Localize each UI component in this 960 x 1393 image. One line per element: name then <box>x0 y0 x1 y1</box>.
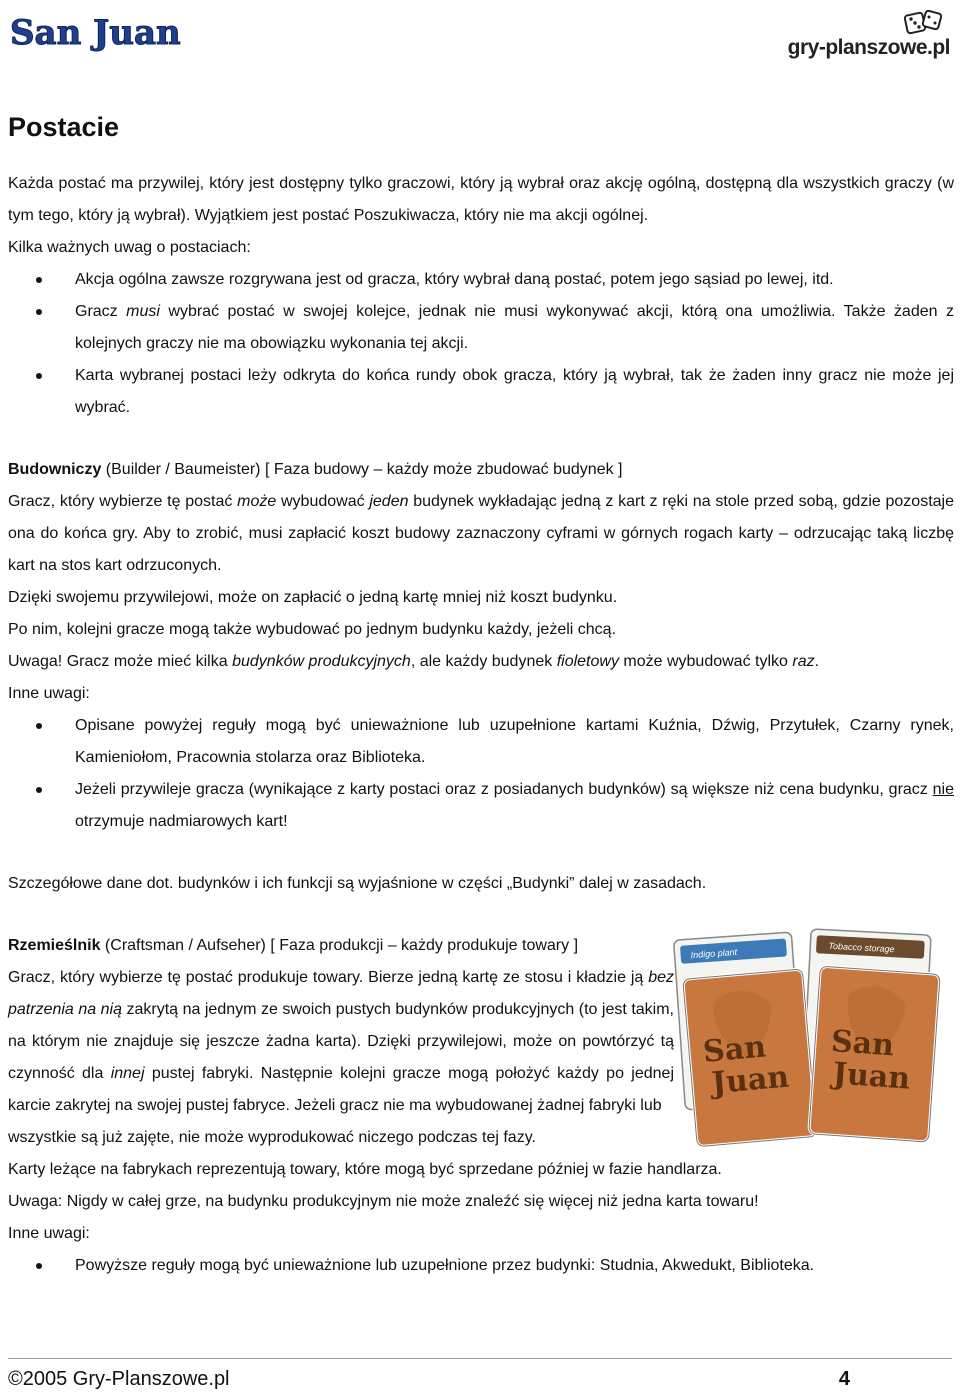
page-header <box>0 0 960 70</box>
san-juan-logo <box>8 6 181 61</box>
list-item: Gracz musi wybrać postać w swojej kolejce, jednak nie musi wykonywać akcji, którą ona umożliwia. Także żaden z kolejnych graczy nie ma obowiązku wykonania tej akcji. <box>8 296 954 360</box>
page-footer <box>0 1358 960 1393</box>
list-item: Powyższe reguły mogą być unieważnione lub uzupełnione przez budynki: Studnia, Akwedukt, Biblioteka. <box>8 1250 954 1282</box>
intro-notes-label: Kilka ważnych uwag o postaciach: <box>8 239 251 256</box>
craftsman-notes-list <box>8 1250 954 1282</box>
svg-text:Juan: Juan <box>831 1056 912 1097</box>
craftsman-goods: Karty leżące na fabrykach reprezentują towary, które mogą być sprzedane później w fazie handlarza. <box>8 1161 722 1178</box>
builder-warning: Uwaga! Gracz może mieć kilka budynków produkcyjnych, ale każdy budynek fioletowy może wybudować tylko raz. <box>8 653 820 670</box>
craftsman-paragraph: Gracz, który wybierze tę postać produkuje towary. Bierze jedną kartę ze stosu i kładzie ją bez patrzenia na nią zakrytą na jednym ze swoich pustych budynków produkcyjnych (to jest takim, na którym nie znajduje się jeszcze żadna karta). Dzięki przywilejowi, może on powtórzyć tą czynność dla innej pustej fabryki. Następnie kolejni gracze mogą położyć każdy po jednej karcie zakrytej na swojej pustej fabryce. Jeżeli gracz nie ma wybudowanej żadnej fabryki lub <box>8 969 675 1114</box>
craftsman-notes-label: Inne uwagi: <box>8 1225 90 1242</box>
svg-text:San Juan: San Juan <box>10 13 181 53</box>
page-title: Postacie <box>8 112 120 142</box>
gry-planszowe-logo-text: gry-planszowe.pl <box>787 36 950 59</box>
craftsman-paragraph-tail: wszystkie są już zajęte, nie może wyprodukować niczego podczas tej fazy. <box>8 1129 536 1146</box>
card-title-2: Tobacco storage <box>828 940 895 955</box>
intro-paragraph: Każda postać ma przywilej, który jest dostępny tylko graczowi, który ją wybrał oraz akcję ogólną, dostępną dla wszystkich graczy (w tym tego, który ją wybrał). Wyjątkiem jest postać Poszukiwacza, który nie ma akcji ogólnej. <box>8 175 954 224</box>
builder-others: Po nim, kolejni gracze mogą także wybudować po jednym budynku każdy, jeżeli chcą. <box>8 621 617 638</box>
list-item: Karta wybranej postaci leży odkryta do końca rundy obok gracza, który ją wybrał, tak że żaden inny gracz nie może jej wybrać. <box>8 360 954 424</box>
builder-heading: Budowniczy (Builder / Baumeister) [ Faza budowy – każdy może zbudować budynek ] <box>8 461 623 478</box>
builder-privilege: Dzięki swojemu przywilejowi, może on zapłacić o jedną kartę mniej niż koszt budynku. <box>8 589 618 606</box>
list-item: Opisane powyżej reguły mogą być unieważnione lub uzupełnione kartami Kuźnia, Dźwig, Przytułek, Czarny rynek, Kamieniołom, Pracownia stolarza oraz Biblioteka. <box>8 710 954 774</box>
builder-notes-label: Inne uwagi: <box>8 685 90 702</box>
svg-text:Juan: Juan <box>710 1059 791 1102</box>
list-item: Jeżeli przywileje gracza (wynikające z karty postaci oraz z posiadanych budynków) są większe niż cena budynku, gracz nie otrzymuje nadmiarowych kart! <box>8 774 954 838</box>
footer-divider <box>8 1358 952 1359</box>
page-number: 4 <box>838 1368 850 1390</box>
footer-copyright: ©2005 Gry-Planszowe.pl <box>8 1368 230 1390</box>
card-title-1: Indigo plant <box>690 946 738 961</box>
svg-text:San: San <box>701 1029 768 1070</box>
intro-notes-list <box>8 264 954 424</box>
builder-notes-list <box>8 710 954 838</box>
list-item: Akcja ogólna zawsze rozgrywana jest od gracza, który wybrał daną postać, potem jego sąsiad po lewej, itd. <box>8 264 954 296</box>
main-content <box>8 108 954 1282</box>
builder-paragraph: Gracz, który wybierze tę postać może wybudować jeden budynek wykładając jedną z kart z ręki na stole przed sobą, gdzie pozostaje ona do końca gry. Aby to zrobić, musi zapłacić koszt budowy zaznaczony cyframi w górnych rogach karty – odrzucając taką liczbę kart na stos kart odrzuconych. <box>8 493 954 574</box>
craftsman-heading: Rzemieślnik (Craftsman / Aufseher) [ Faza produkcji – każdy produkuje towary ] <box>8 937 579 954</box>
craftsman-warning: Uwaga: Nigdy w całej grze, na budynku produkcyjnym nie może znaleźć się więcej niż jedna karta towaru! <box>8 1193 759 1210</box>
card-illustration <box>678 930 940 1146</box>
svg-text:San: San <box>829 1024 896 1064</box>
details-note: Szczegółowe dane dot. budynków i ich funkcji są wyjaśnione w części „Budynki” dalej w zasadach. <box>8 875 707 892</box>
craftsman-section <box>8 930 954 1154</box>
